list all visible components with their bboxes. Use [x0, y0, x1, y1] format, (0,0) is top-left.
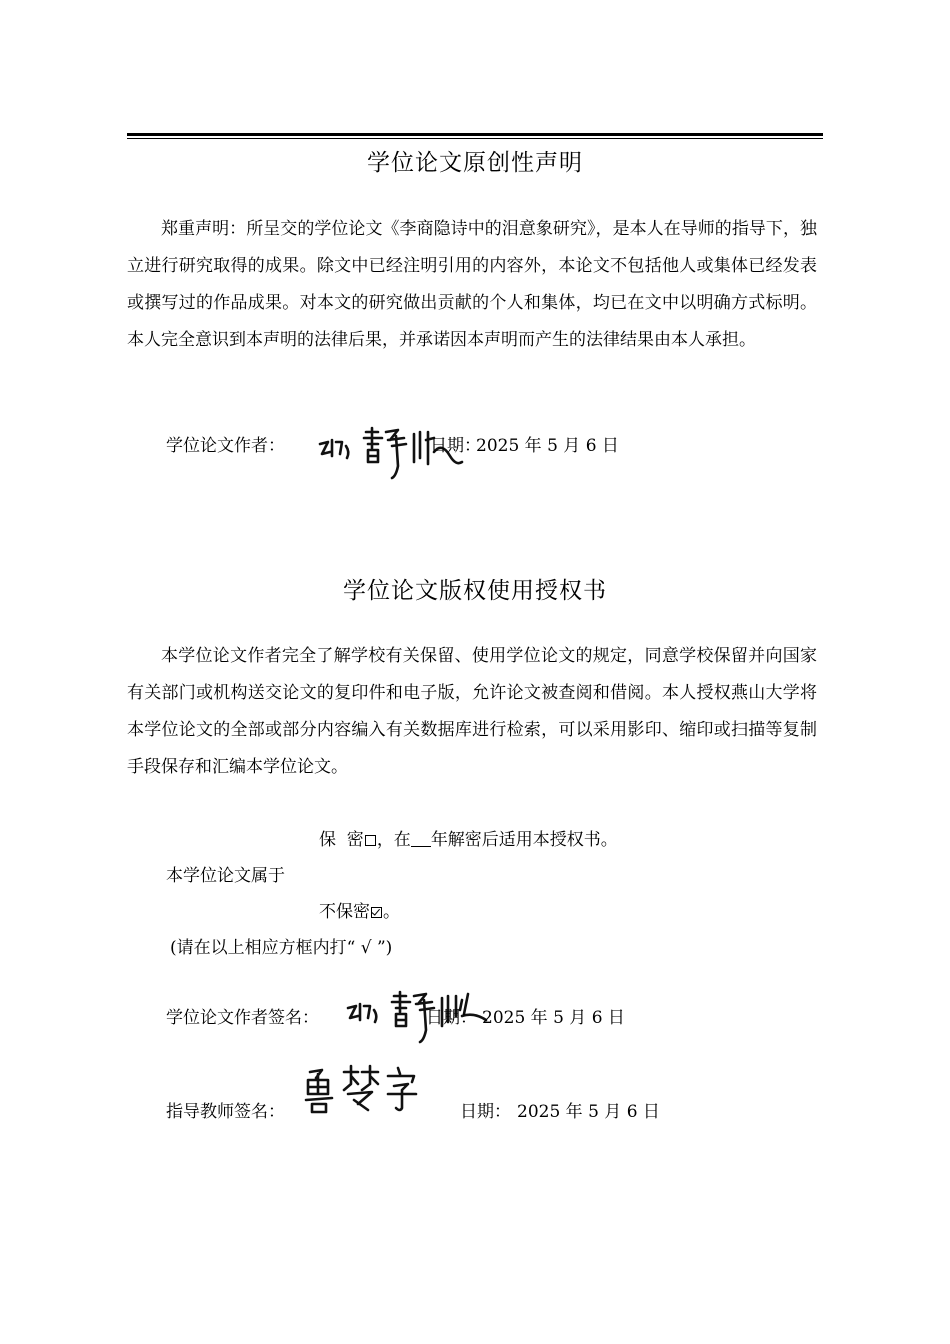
- top-rule-thick: [127, 133, 823, 136]
- not-secret-option-line: [319, 897, 400, 922]
- secret-suffix-text: 年解密后适用本授权书。: [430, 830, 618, 850]
- secret-label: 保 密: [319, 830, 364, 850]
- secret-option-line: [319, 825, 618, 850]
- check-instruction: (请在以上相应方框内打“ √ ”): [170, 938, 393, 958]
- declaration-author-label: 学位论文作者：: [166, 436, 285, 456]
- advisor-date-label: 日期：: [460, 1102, 511, 1122]
- declaration-date-label: 日期：: [430, 436, 481, 456]
- advisor-sign-label: 指导教师签名：: [166, 1102, 285, 1122]
- authorization-body: 本学位论文作者完全了解学校有关保留、使用学位论文的规定，同意学校保留并向国家有关部门或机构送交论文的复印件和电子版，允许论文被查阅和借阅。本人授权燕山大学将本学位论文的全部或部分内容编入有关数据库进行检索，可以采用影印、缩印或扫描等复制手段保存和汇编本学位论文。: [127, 646, 817, 777]
- declaration-title: 学位论文原创性声明: [367, 150, 583, 176]
- top-rule-thin: [127, 138, 823, 139]
- authorization-title: 学位论文版权使用授权书: [343, 578, 607, 604]
- not-secret-checkbox[interactable]: [371, 907, 382, 918]
- secret-checkbox[interactable]: [365, 835, 376, 846]
- author-sign-label: 学位论文作者签名：: [166, 1008, 319, 1028]
- advisor-signature: [302, 1064, 422, 1116]
- author-signature-2: [344, 986, 504, 1046]
- secret-years-blank[interactable]: [411, 832, 431, 847]
- author-date-label: 日期：: [426, 1008, 477, 1028]
- declaration-date-value: 2025 年 5 月 6 日: [476, 436, 619, 456]
- not-secret-end: 。: [383, 902, 400, 922]
- author-date-value: 2025 年 5 月 6 日: [482, 1008, 625, 1028]
- belongs-label: 本学位论文属于: [166, 866, 285, 886]
- not-secret-label: 不保密: [319, 902, 370, 922]
- declaration-body: 郑重声明：所呈交的学位论文《李商隐诗中的泪意象研究》，是本人在导师的指导下，独立进行研究取得的成果。除文中已经注明引用的内容外，本论文不包括他人或集体已经发表或撰写过的作品成果。对本文的研究做出贡献的个人和集体，均已在文中以明确方式标明。本人完全意识到本声明的法律后果，并承诺因本声明而产生的法律结果由本人承担。: [127, 219, 817, 350]
- secret-middle-text: ，在: [376, 830, 411, 850]
- advisor-date-value: 2025 年 5 月 6 日: [517, 1102, 660, 1122]
